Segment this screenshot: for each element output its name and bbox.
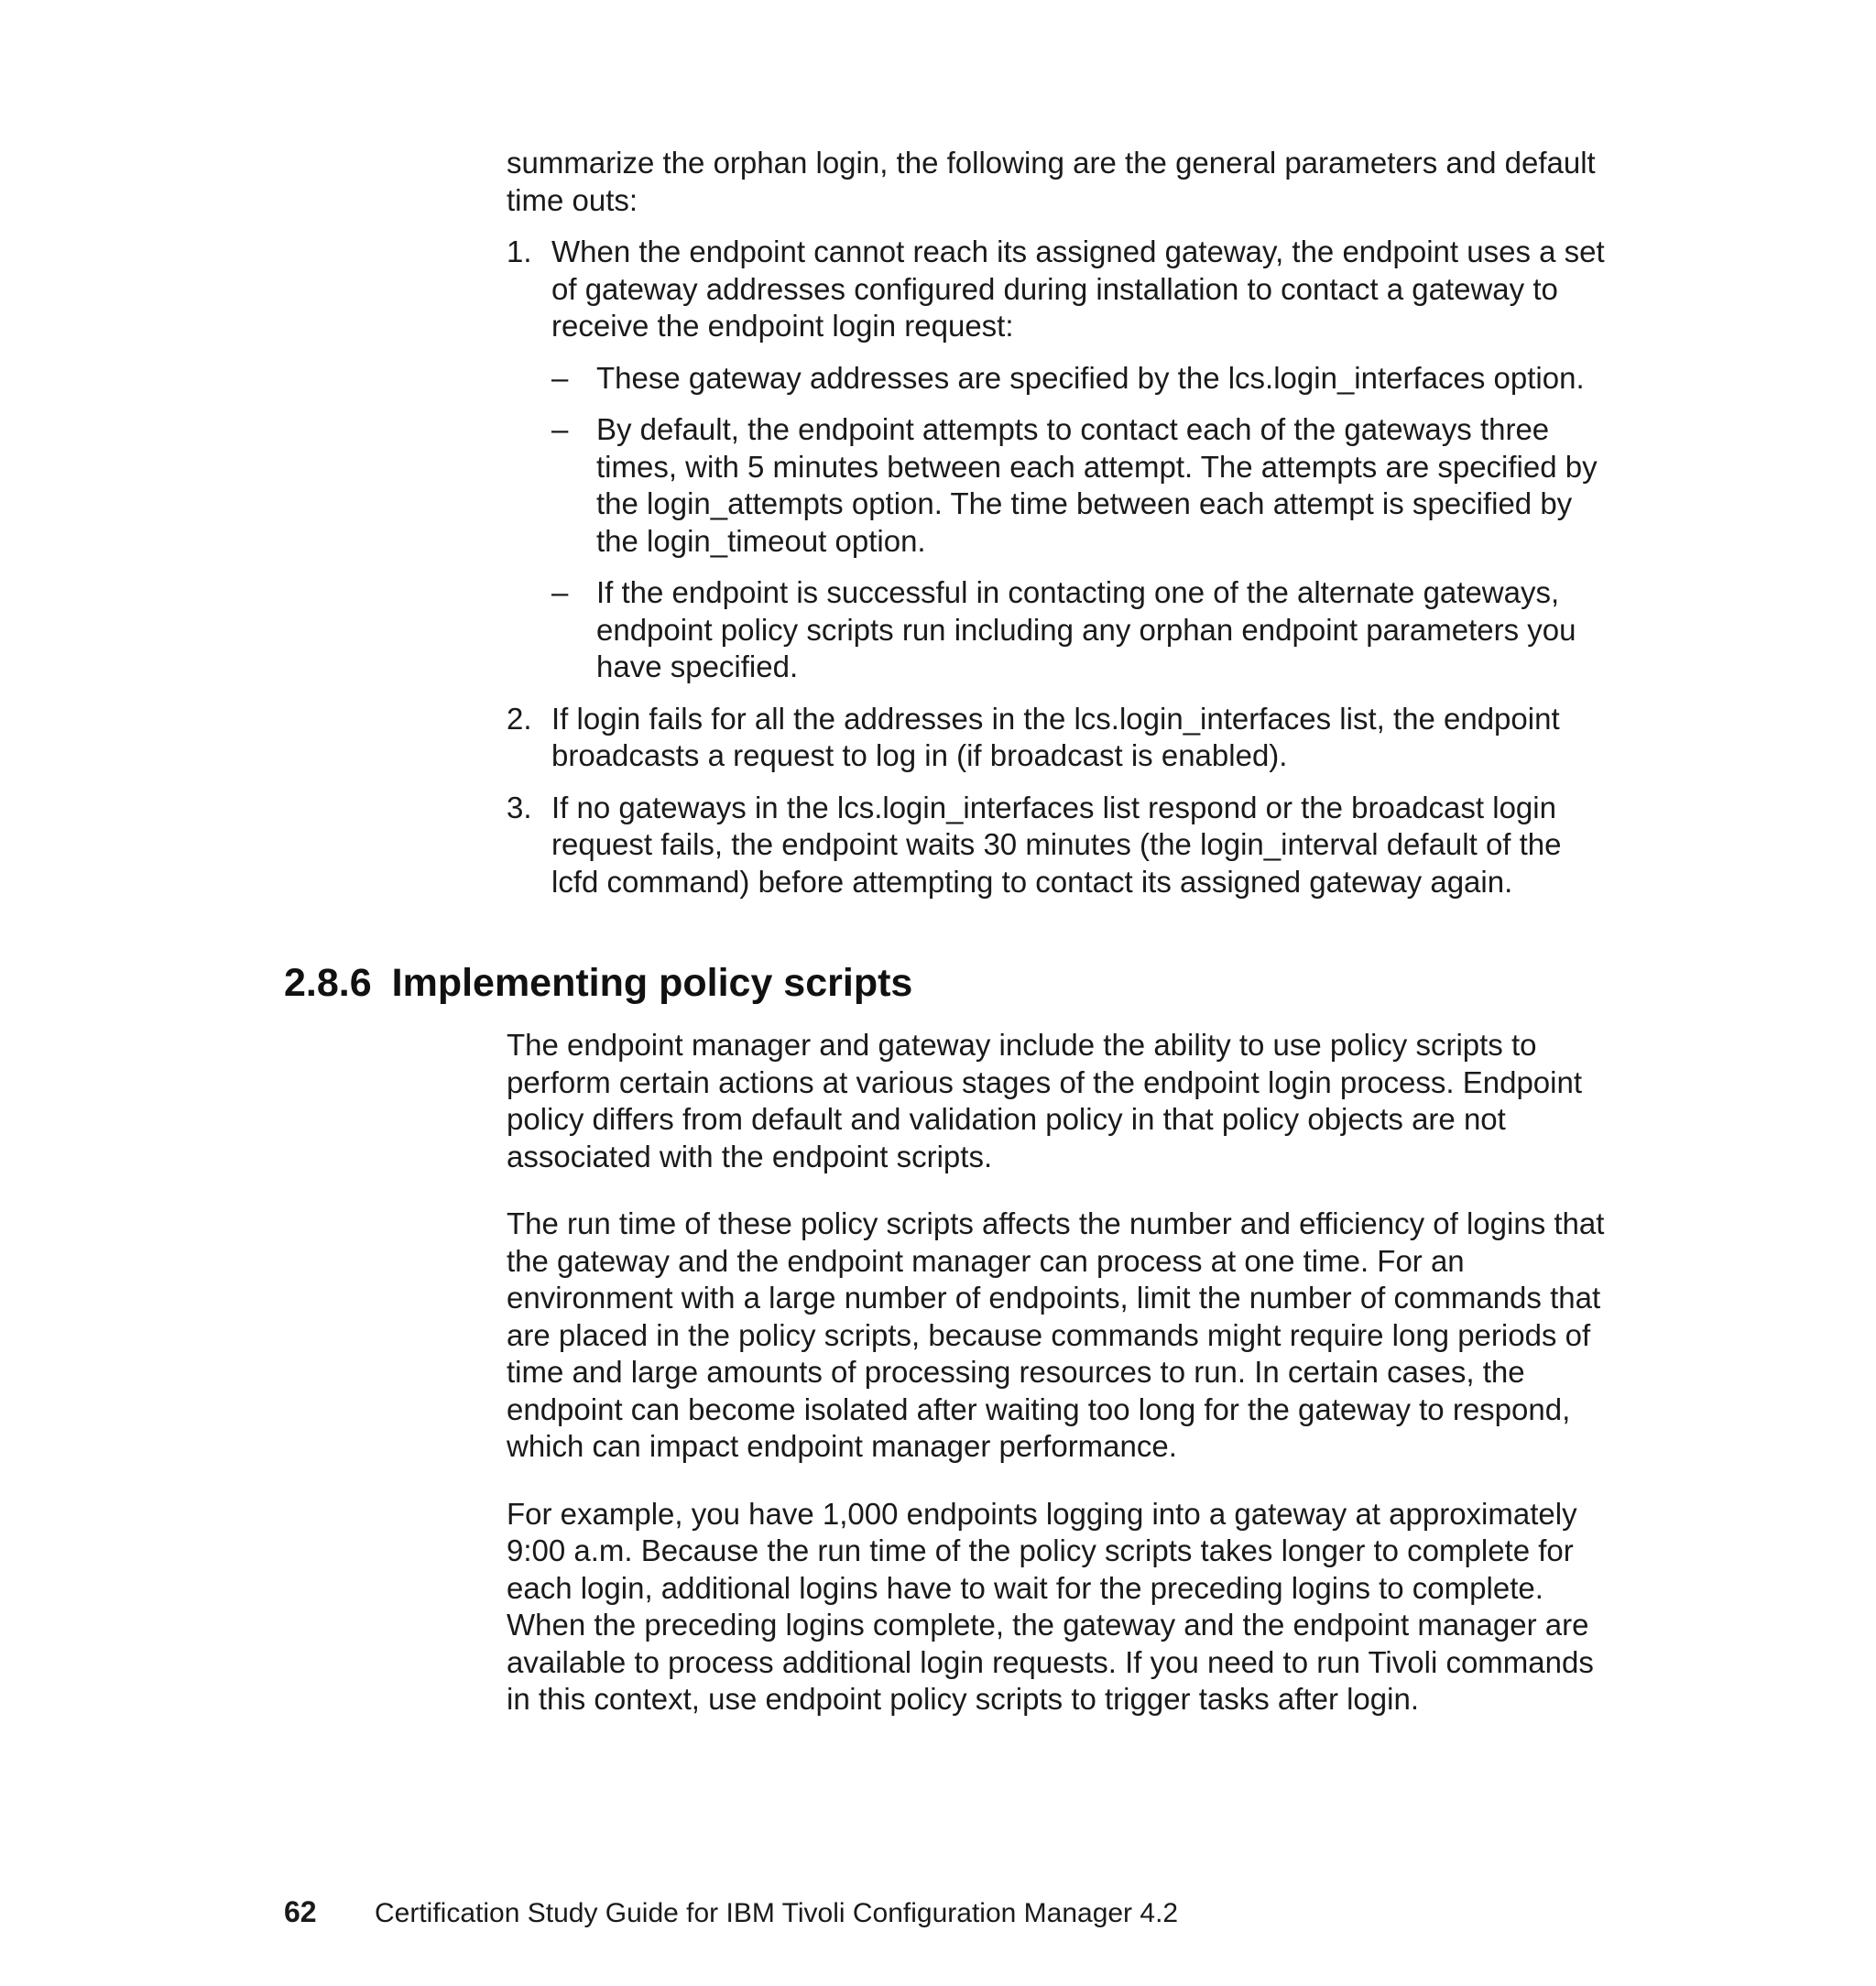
paragraph: The run time of these policy scripts affects the number and efficiency of logins that the gateway and the endpoint manager can process at one time. For an environment with a large number of endpoints, limit the number of commands that are placed in the policy scripts, because commands might require long periods of time and large amounts of processing resources to run. In certain cases, the endpoint can become isolated after waiting too long for the gateway to respond, which can impact endpoint manager performance. [507,1206,1605,1463]
step-number: 1. [507,235,532,268]
section-body [507,1027,1606,1749]
section-number: 2.8.6 [284,961,372,1005]
dash-bullet: – [551,575,569,609]
orphan-login-steps [507,234,1606,900]
bullet-text: These gateway addresses are specified by the lcs.login_interfaces option. [596,360,1585,395]
page-footer [284,1893,1178,1932]
list-item [507,790,1606,901]
section-title: Implementing policy scripts [391,961,913,1005]
step-text: If no gateways in the lcs.login_interfaces list respond or the broadcast login request fails, the endpoint waits 30 minutes (the login_interval default of the lcfd command) before attempting to contact its assigned gateway again. [551,790,1562,899]
intro-lead: summarize the orphan login, the following are the general parameters and default time outs: [507,146,1596,217]
step-number: 3. [507,790,532,824]
dash-bullet: – [551,360,569,395]
list-item [551,411,1606,560]
step-text: If login fails for all the addresses in the lcs.login_interfaces list, the endpoint broadcasts a request to log in (if broadcast is enabled). [551,701,1560,772]
list-item [551,574,1606,686]
step-number: 2. [507,701,532,736]
bullet-text: By default, the endpoint attempts to contact each of the gateways three times, with 5 minutes between each attempt. The attempts are specified by the login_attempts option. The time between each attempt is specified by the login_timeout option. [596,412,1598,558]
dash-bullet: – [551,412,569,446]
step-sublist [551,360,1606,686]
paragraph: The endpoint manager and gateway include the ability to use policy scripts to perform certain actions at various stages of the endpoint login process. Endpoint policy differs from default and validation policy in that policy objects are not associated with the endpoint scripts. [507,1028,1583,1173]
bullet-text: If the endpoint is successful in contacting one of the alternate gateways, endpoint policy scripts run including any orphan endpoint parameters you have specified. [596,575,1576,683]
intro-block [507,145,1606,915]
step-text: When the endpoint cannot reach its assigned gateway, the endpoint uses a set of gateway addresses configured during installation to contact a gateway to receive the endpoint login request: [551,235,1605,343]
list-item [507,701,1606,775]
list-item [507,234,1606,686]
page-number: 62 [284,1895,317,1928]
book-title: Certification Study Guide for IBM Tivoli Configuration Manager 4.2 [375,1898,1179,1928]
section-heading [284,958,912,1008]
paragraph: For example, you have 1,000 endpoints logging into a gateway at approximately 9:00 a.m. Because the run time of the policy scripts takes longer to complete for each login, additional logins have to wait for the preceding logins to complete. When the preceding logins complete, the gateway and the endpoint manager are available to process additional login requests. If you need to run Tivoli commands in this context, use endpoint policy scripts to trigger tasks after login. [507,1496,1594,1716]
list-item [551,360,1606,398]
